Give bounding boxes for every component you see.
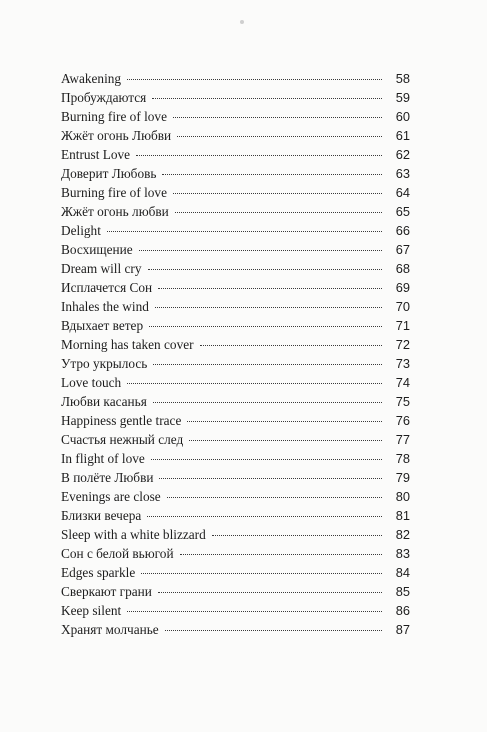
toc-entry bbox=[61, 145, 410, 164]
toc-entry bbox=[61, 183, 410, 202]
toc-entry-page-number: 77 bbox=[395, 432, 410, 448]
dot-leader bbox=[149, 326, 382, 327]
toc-entry-title: Восхищение bbox=[61, 242, 133, 258]
dot-leader bbox=[180, 554, 382, 555]
dot-leader bbox=[177, 136, 382, 137]
toc-entry-page-number: 72 bbox=[395, 337, 410, 353]
toc-entry-title: Пробуждаются bbox=[61, 90, 147, 106]
toc-entry-page-number: 75 bbox=[395, 394, 410, 410]
toc-entry bbox=[61, 259, 410, 278]
toc-entry bbox=[61, 411, 410, 430]
toc-entry-page-number: 74 bbox=[395, 375, 410, 391]
page-mark bbox=[240, 20, 244, 24]
dot-leader bbox=[127, 383, 382, 384]
dot-leader bbox=[155, 307, 382, 308]
toc-entry-title: Love touch bbox=[61, 375, 122, 391]
toc-entry bbox=[61, 316, 410, 335]
toc-entry-title: Burning fire of love bbox=[61, 185, 167, 201]
dot-leader bbox=[136, 155, 382, 156]
toc-entry bbox=[61, 487, 410, 506]
dot-leader bbox=[212, 535, 382, 536]
dot-leader bbox=[147, 516, 382, 517]
toc-entry-title: Вдыхает ветер bbox=[61, 318, 144, 334]
dot-leader bbox=[158, 288, 382, 289]
toc-entry-title: Утро укрылось bbox=[61, 356, 148, 372]
toc-entry-title: Сон с белой вьюгой bbox=[61, 546, 174, 562]
toc-entry-title: Evenings are close bbox=[61, 489, 161, 505]
toc-entry bbox=[61, 221, 410, 240]
toc-entry-page-number: 58 bbox=[395, 71, 410, 86]
toc-entry bbox=[61, 278, 410, 297]
toc-entry bbox=[61, 373, 410, 392]
dot-leader bbox=[158, 592, 382, 593]
toc-entry-page-number: 73 bbox=[395, 356, 410, 372]
toc-entry bbox=[61, 506, 410, 525]
toc-entry bbox=[61, 88, 410, 107]
toc-entry-title: Inhales the wind bbox=[61, 299, 149, 315]
toc-entry-title: Исплачется Сон bbox=[61, 280, 153, 296]
toc-entry bbox=[61, 392, 410, 411]
toc-entry-page-number: 63 bbox=[395, 166, 410, 182]
toc-entry-page-number: 64 bbox=[395, 185, 410, 201]
dot-leader bbox=[159, 478, 382, 479]
toc-entry-title: Хранят молчанье bbox=[61, 622, 159, 638]
dot-leader bbox=[152, 98, 382, 99]
toc-entry-page-number: 80 bbox=[395, 489, 410, 505]
toc-entry-title: Dream will cry bbox=[61, 261, 142, 277]
toc-entry-title: In flight of love bbox=[61, 451, 145, 467]
toc-entry-title: Доверит Любовь bbox=[61, 166, 157, 182]
toc-entry bbox=[61, 164, 410, 183]
dot-leader bbox=[162, 174, 382, 175]
toc-entry bbox=[61, 126, 410, 145]
toc-entry bbox=[61, 297, 410, 316]
dot-leader bbox=[141, 573, 382, 574]
dot-leader bbox=[175, 212, 382, 213]
dot-leader bbox=[151, 459, 382, 460]
toc-entry-page-number: 68 bbox=[395, 261, 410, 277]
toc-entry-page-number: 85 bbox=[395, 584, 410, 600]
dot-leader bbox=[173, 193, 382, 194]
toc-entry bbox=[61, 335, 410, 354]
toc-entry-page-number: 67 bbox=[395, 242, 410, 258]
dot-leader bbox=[165, 630, 382, 631]
dot-leader bbox=[148, 269, 383, 270]
toc-entry-page-number: 76 bbox=[395, 413, 410, 429]
toc-entry bbox=[61, 240, 410, 259]
toc-entry bbox=[61, 430, 410, 449]
toc-entry-title: Sleep with a white blizzard bbox=[61, 527, 206, 543]
toc-entry-page-number: 84 bbox=[395, 565, 410, 581]
dot-leader bbox=[127, 79, 382, 80]
toc-entry-title: В полёте Любви bbox=[61, 470, 154, 486]
toc-entry-title: Burning fire of love bbox=[61, 109, 167, 125]
dot-leader bbox=[107, 231, 382, 232]
toc-entry bbox=[61, 525, 410, 544]
dot-leader bbox=[139, 250, 382, 251]
toc-entry-page-number: 81 bbox=[395, 508, 410, 524]
toc-entry bbox=[61, 449, 410, 468]
toc-entry-page-number: 71 bbox=[395, 318, 410, 334]
toc-entry-page-number: 83 bbox=[395, 546, 410, 562]
toc-entry-page-number: 59 bbox=[395, 90, 410, 106]
toc-entry-title: Жжёт огонь любви bbox=[61, 204, 169, 220]
toc-entry-title: Morning has taken cover bbox=[61, 337, 194, 353]
toc-entry-title: Awakening bbox=[61, 71, 122, 86]
dot-leader bbox=[200, 345, 382, 346]
toc-entry-page-number: 87 bbox=[395, 622, 410, 638]
toc-entry-page-number: 62 bbox=[395, 147, 410, 163]
toc-entry-page-number: 61 bbox=[395, 128, 410, 144]
dot-leader bbox=[153, 402, 382, 403]
toc-entry bbox=[61, 620, 410, 639]
toc-entry-page-number: 70 bbox=[395, 299, 410, 315]
toc-entry-title: Сверкают грани bbox=[61, 584, 152, 600]
toc-entry-title: Счастья нежный след bbox=[61, 432, 184, 448]
toc-entry-page-number: 69 bbox=[395, 280, 410, 296]
toc-entry-page-number: 79 bbox=[395, 470, 410, 486]
toc-entry-page-number: 65 bbox=[395, 204, 410, 220]
toc-entry bbox=[61, 354, 410, 373]
toc-entry-title: Edges sparkle bbox=[61, 565, 136, 581]
toc-entry bbox=[61, 544, 410, 563]
dot-leader bbox=[173, 117, 382, 118]
dot-leader bbox=[189, 440, 382, 441]
toc-entry-title: Любви касанья bbox=[61, 394, 147, 410]
toc-entry bbox=[61, 582, 410, 601]
toc-entry-page-number: 60 bbox=[395, 109, 410, 125]
toc-entry bbox=[61, 107, 410, 126]
toc-entry-page-number: 86 bbox=[395, 603, 410, 619]
toc-entry-title: Happiness gentle trace bbox=[61, 413, 182, 429]
toc-entry bbox=[61, 69, 410, 88]
dot-leader bbox=[187, 421, 382, 422]
toc-entry-title: Keep silent bbox=[61, 603, 122, 619]
toc-entry-title: Entrust Love bbox=[61, 147, 131, 163]
table-of-contents bbox=[61, 69, 410, 639]
toc-entry bbox=[61, 563, 410, 582]
toc-entry-title: Близки вечера bbox=[61, 508, 142, 524]
toc-entry bbox=[61, 202, 410, 221]
toc-entry-page-number: 78 bbox=[395, 451, 410, 467]
dot-leader bbox=[153, 364, 382, 365]
toc-entry bbox=[61, 601, 410, 620]
toc-entry-title: Жжёт огонь Любви bbox=[61, 128, 172, 144]
toc-entry-title: Delight bbox=[61, 223, 101, 239]
toc-entry bbox=[61, 468, 410, 487]
toc-entry-page-number: 66 bbox=[395, 223, 410, 239]
toc-entry-page-number: 82 bbox=[395, 527, 410, 543]
dot-leader bbox=[167, 497, 382, 498]
dot-leader bbox=[127, 611, 382, 612]
